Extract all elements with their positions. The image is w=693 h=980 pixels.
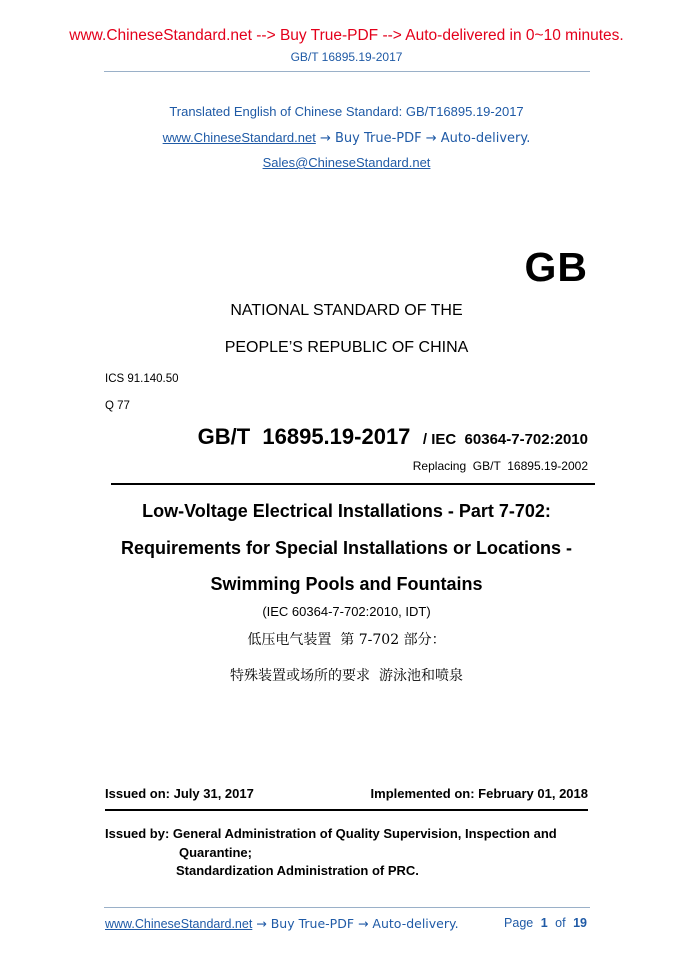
sales-email-link[interactable]: Sales@ChineseStandard.net <box>262 155 431 170</box>
buy-text: → Buy True-PDF → Auto-delivery. <box>315 131 531 146</box>
translated-line: Translated English of Chinese Standard: GB/T16895.19-2017 <box>169 104 524 119</box>
page-label: Page <box>504 916 534 930</box>
q-code: Q 77 <box>105 400 130 412</box>
page-number: 1 <box>540 916 548 930</box>
iec-reference: / IEC 60364-7-702:2010 <box>422 431 588 448</box>
implemented-on: Implemented on: February 01, 2018 <box>370 786 588 801</box>
title-line-3: Swimming Pools and Fountains <box>210 574 483 594</box>
footer-site-line <box>105 916 459 931</box>
issued-by-org-1: General Administration of Quality Supervision, Inspection and <box>172 826 557 841</box>
standard-number: GB/T 16895.19-2017 <box>197 424 411 449</box>
top-banner[interactable]: www.ChineseStandard.net --> Buy True-PDF --> Auto-delivered in 0~10 minutes. <box>69 27 624 44</box>
page-indicator <box>504 916 587 930</box>
chinese-title-line-2: 特殊装置或场所的要求 游泳池和喷泉 <box>230 668 463 684</box>
total-pages: 19 <box>573 916 587 930</box>
footer-site-link[interactable]: www.ChineseStandard.net <box>105 917 253 931</box>
of-label: of <box>555 916 566 930</box>
title-line-1: Low-Voltage Electrical Installations - Part 7-702: <box>142 501 551 521</box>
replacing-line: Replacing GB/T 16895.19-2002 <box>412 459 588 473</box>
issued-by-line-3: Standardization Administration of PRC. <box>176 863 419 878</box>
site-link[interactable]: www.ChineseStandard.net <box>162 130 316 145</box>
issued-on: Issued on: July 31, 2017 <box>105 786 254 801</box>
issued-by-line-2: Quarantine; <box>179 845 252 860</box>
chinese-title-line-1: 低压电气装置 第 7-702 部分： <box>247 632 446 648</box>
header-divider <box>104 71 590 72</box>
issued-by-line-1 <box>105 826 557 841</box>
dates-divider <box>105 809 588 811</box>
sales-line <box>0 155 693 170</box>
issued-by-label: Issued by: <box>105 826 170 841</box>
ics-code: ICS 91.140.50 <box>105 373 179 385</box>
national-line-2: PEOPLE’S REPUBLIC OF CHINA <box>224 339 469 356</box>
footer-divider <box>104 907 590 908</box>
title-line-2: Requirements for Special Installations or Locations - <box>120 538 573 558</box>
standard-number-line <box>198 424 588 450</box>
idt-line: (IEC 60364-7-702:2010, IDT) <box>262 604 431 619</box>
header-code: GB/T 16895.19-2017 <box>290 50 403 64</box>
title-divider <box>111 483 595 485</box>
national-line-1: NATIONAL STANDARD OF THE <box>230 302 463 319</box>
footer-buy-text: → Buy True-PDF → Auto-delivery. <box>252 916 459 931</box>
site-buy-line <box>0 130 693 146</box>
gb-logo: GB <box>524 244 588 290</box>
